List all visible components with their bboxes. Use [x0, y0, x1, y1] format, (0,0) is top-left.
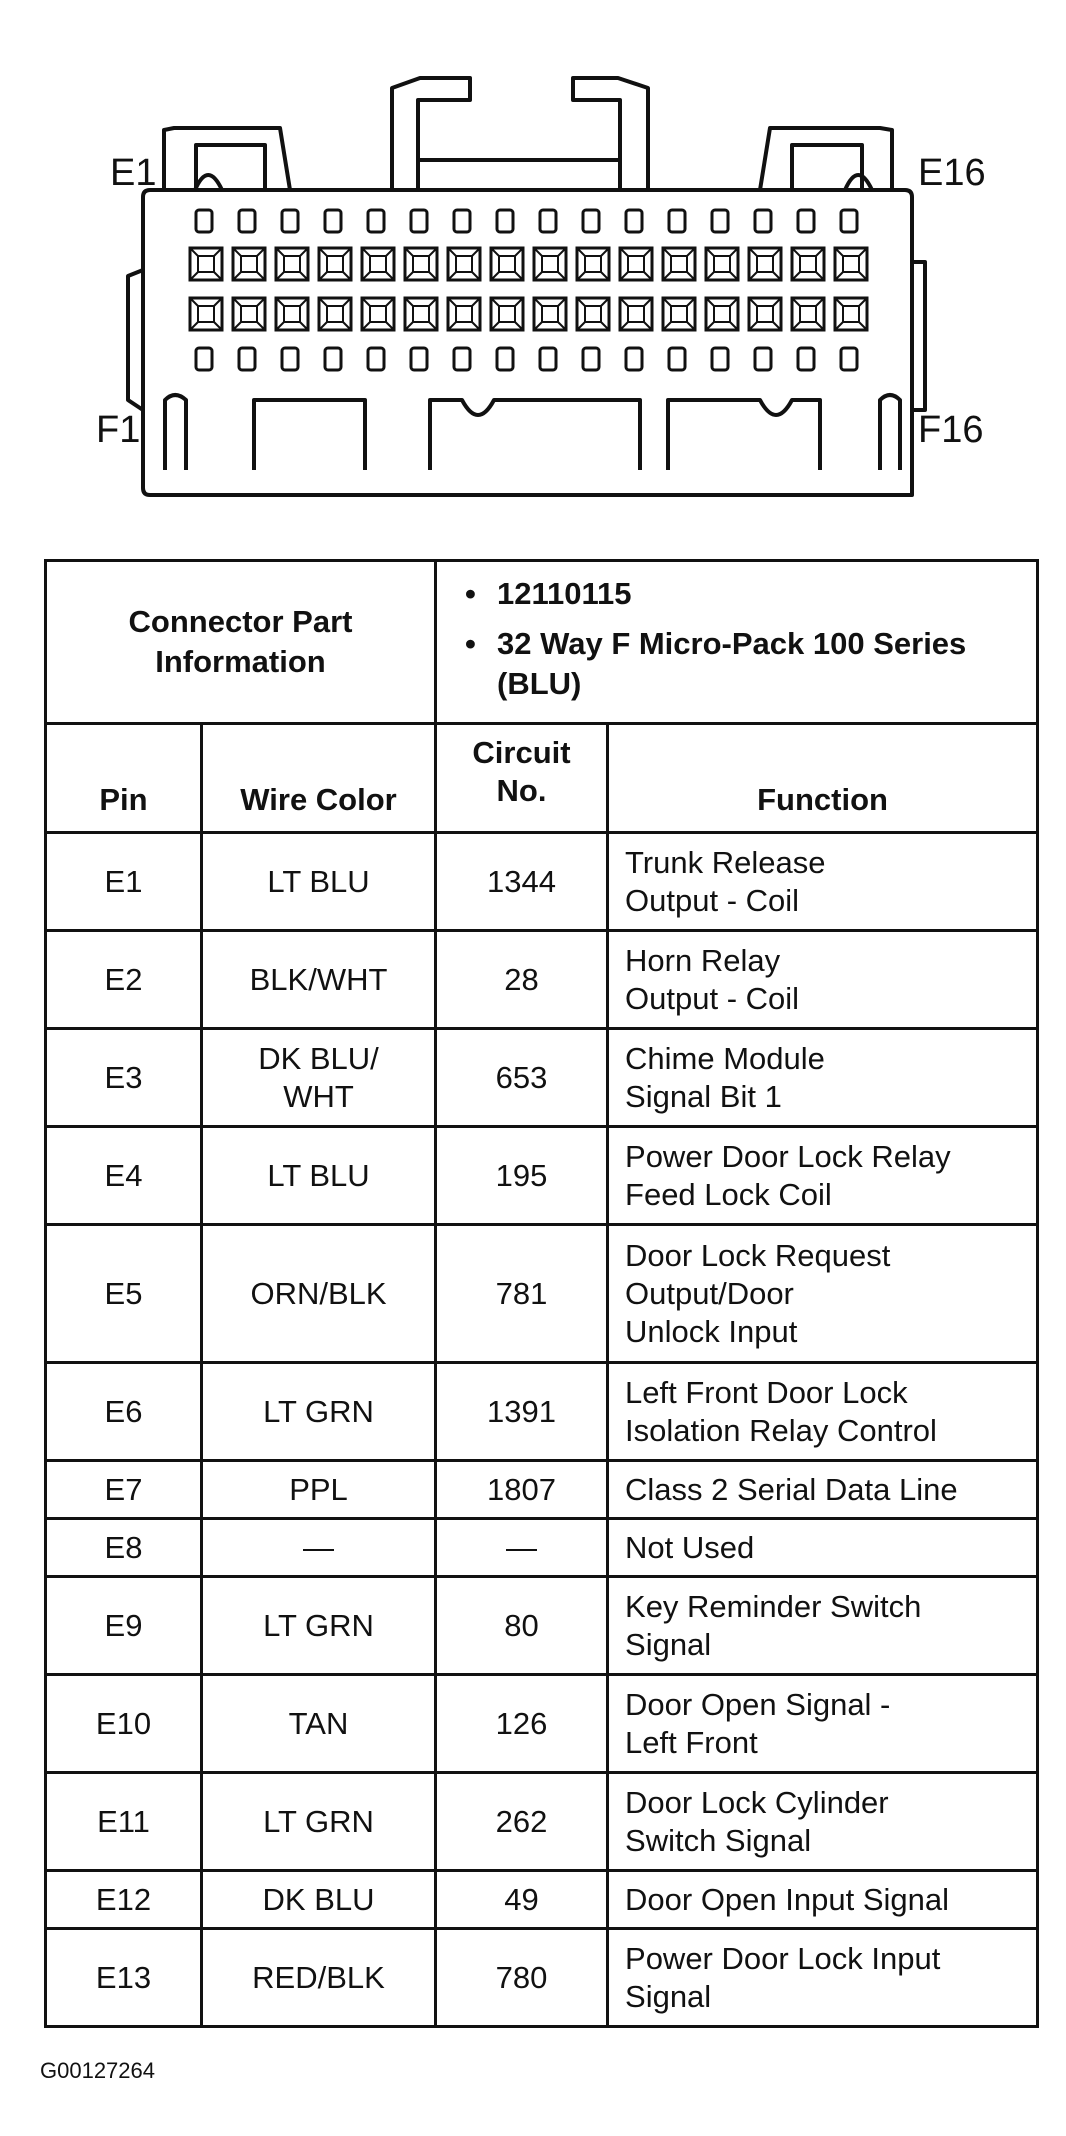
wire-color-cell: PPL [202, 1461, 436, 1519]
terminal-slot-top [669, 210, 685, 232]
function-line: Left Front Door Lock [625, 1374, 908, 1410]
function-line: Door Lock Cylinder [625, 1784, 889, 1820]
cavity-inner [671, 306, 687, 322]
cavity-chamfer [491, 298, 523, 330]
pin-cell: E10 [46, 1675, 202, 1773]
wire-color-cell: RED/BLK [202, 1929, 436, 2027]
table-row [46, 1929, 1038, 2027]
terminal-slot-bottom [669, 348, 685, 370]
connector-info-item: • 32 Way F Micro-Pack 100 Series (BLU) [465, 626, 967, 701]
pin-cell: E9 [46, 1577, 202, 1675]
cavity-chamfer [491, 248, 523, 280]
cavity-chamfer [448, 248, 480, 280]
wire-color-cell: DK BLU [202, 1871, 436, 1929]
part-number: 12110115 [497, 576, 632, 611]
connector-type: 32 Way F Micro-Pack 100 Series (BLU) [497, 626, 967, 701]
function-line: Key Reminder Switch [625, 1588, 922, 1624]
wire-color-cell: LT GRN [202, 1363, 436, 1461]
function-line: Output/Door [625, 1275, 794, 1311]
cavity-inner [585, 306, 601, 322]
function-cell [608, 931, 1038, 1029]
pin-label-e16: E16 [918, 152, 986, 194]
function-line: Output - Coil [625, 980, 800, 1016]
cavity-chamfer [620, 248, 652, 280]
function-line: Horn Relay [625, 942, 781, 978]
pin-cell: E4 [46, 1127, 202, 1225]
wire-color-cell: ORN/BLK [202, 1225, 436, 1363]
terminal-slot-bottom [196, 348, 212, 370]
pin-cell: E12 [46, 1871, 202, 1929]
cavity-chamfer [319, 248, 351, 280]
table-row [46, 1675, 1038, 1773]
pin-cell: E11 [46, 1773, 202, 1871]
connector-info-label [46, 561, 436, 724]
pinout-table [44, 559, 1039, 2028]
function-line: Door Open Signal - [625, 1686, 891, 1722]
cavity-inner [198, 306, 214, 322]
terminal-slot-bottom [583, 348, 599, 370]
function-line: Signal [625, 1626, 712, 1662]
function-cell [608, 1225, 1038, 1363]
figure-id: G00127264 [40, 2058, 155, 2083]
cavity-chamfer [749, 298, 781, 330]
cavity-inner [241, 256, 257, 272]
terminal-slot-top [196, 210, 212, 232]
function-line: Output - Coil [625, 882, 800, 918]
function-cell [608, 1871, 1038, 1929]
function-line: Door Open Input Signal [625, 1881, 950, 1917]
terminal-slot-bottom [712, 348, 728, 370]
terminal-slot-top [325, 210, 341, 232]
cavity-inner [327, 306, 343, 322]
circuit-cell: 28 [436, 931, 608, 1029]
terminal-slot-bottom [325, 348, 341, 370]
cavity-inner [284, 256, 300, 272]
connector-diagram [0, 0, 1066, 520]
cavity-inner [714, 256, 730, 272]
table-row [46, 1519, 1038, 1577]
circuit-cell: 262 [436, 1773, 608, 1871]
pin-cell: E3 [46, 1029, 202, 1127]
terminal-slot-top [583, 210, 599, 232]
circuit-cell: 195 [436, 1127, 608, 1225]
function-line: Left Front [625, 1724, 758, 1760]
cavity-chamfer [190, 248, 222, 280]
terminal-slot-top [454, 210, 470, 232]
table-row [46, 1029, 1038, 1127]
cavity-chamfer [233, 298, 265, 330]
function-cell [608, 1929, 1038, 2027]
cavity-inner [714, 306, 730, 322]
circuit-cell: 1807 [436, 1461, 608, 1519]
cavity-chamfer [233, 248, 265, 280]
pin-label-f16: F16 [918, 409, 984, 451]
pin-label-e1: E1 [110, 152, 157, 194]
cavity-chamfer [362, 298, 394, 330]
cavity-inner [757, 306, 773, 322]
terminal-slot-top [755, 210, 771, 232]
terminal-slot-bottom [239, 348, 255, 370]
function-line: Signal [625, 1978, 712, 2014]
pin-cell: E5 [46, 1225, 202, 1363]
cavity-chamfer [362, 248, 394, 280]
cavity-inner [284, 306, 300, 322]
cavity-inner [542, 306, 558, 322]
table-row [46, 1461, 1038, 1519]
table-row [46, 1363, 1038, 1461]
wire-color-cell: BLK/WHT [202, 931, 436, 1029]
cavity-chamfer [405, 248, 437, 280]
terminal-slot-bottom [841, 348, 857, 370]
pinout-rows [46, 833, 1038, 2027]
column-header-wire-color: Wire Color [202, 724, 436, 833]
circuit-cell: 653 [436, 1029, 608, 1127]
cavity-chamfer [620, 298, 652, 330]
circuit-cell: 1391 [436, 1363, 608, 1461]
wire-color-cell: LT BLU [202, 1127, 436, 1225]
table-row [46, 1225, 1038, 1363]
terminal-slot-bottom [282, 348, 298, 370]
cavity-chamfer [706, 248, 738, 280]
cavity-inner [370, 256, 386, 272]
cavity-inner [542, 256, 558, 272]
terminal-slot-top [626, 210, 642, 232]
cavity-chamfer [319, 298, 351, 330]
cavity-chamfer [405, 298, 437, 330]
terminal-slot-top [239, 210, 255, 232]
function-cell [608, 1675, 1038, 1773]
cavity-chamfer [749, 248, 781, 280]
cavity-inner [370, 306, 386, 322]
cavity-chamfer [448, 298, 480, 330]
terminal-slot-top [411, 210, 427, 232]
connector-info-label-text: Connector Part Information [128, 604, 353, 679]
terminal-slot-bottom [755, 348, 771, 370]
terminal-slot-bottom [497, 348, 513, 370]
circuit-cell: 1344 [436, 833, 608, 931]
terminal-slot-top [798, 210, 814, 232]
wire-color-cell: DK BLU/ WHT [202, 1029, 436, 1127]
cavity-inner [456, 256, 472, 272]
connector-info-row [46, 561, 1038, 724]
function-line: Signal Bit 1 [625, 1078, 782, 1114]
cavity-chamfer [534, 248, 566, 280]
cavity-inner [757, 256, 773, 272]
terminal-slot-top [540, 210, 556, 232]
cavity-chamfer [190, 298, 222, 330]
circuit-cell: 49 [436, 1871, 608, 1929]
table-row [46, 833, 1038, 931]
function-cell [608, 1029, 1038, 1127]
circuit-cell: 126 [436, 1675, 608, 1773]
column-header-pin: Pin [46, 724, 202, 833]
circuit-cell: 80 [436, 1577, 608, 1675]
pin-cell: E8 [46, 1519, 202, 1577]
function-line: Unlock Input [625, 1313, 798, 1349]
wire-color-cell: LT BLU [202, 833, 436, 931]
pin-cell: E7 [46, 1461, 202, 1519]
cavity-chamfer [276, 248, 308, 280]
connector-info-list [436, 561, 1038, 724]
terminal-slot-top [282, 210, 298, 232]
wire-color-cell: TAN [202, 1675, 436, 1773]
pin-cell: E1 [46, 833, 202, 931]
function-line: Switch Signal [625, 1822, 812, 1858]
function-line: Chime Module [625, 1040, 825, 1076]
cavity-chamfer [792, 298, 824, 330]
cavity-chamfer [577, 298, 609, 330]
terminal-slot-bottom [798, 348, 814, 370]
wire-color-cell: — [202, 1519, 436, 1577]
cavity-inner [198, 256, 214, 272]
cavity-inner [671, 256, 687, 272]
table-row [46, 1773, 1038, 1871]
cavity-inner [499, 256, 515, 272]
circuit-cell: 780 [436, 1929, 608, 2027]
function-cell [608, 1363, 1038, 1461]
pin-cell: E6 [46, 1363, 202, 1461]
wire-color-cell: LT GRN [202, 1577, 436, 1675]
function-cell [608, 1519, 1038, 1577]
connector-info-item: • 12110115 [465, 576, 632, 611]
table-row [46, 1127, 1038, 1225]
circuit-cell: — [436, 1519, 608, 1577]
cavity-inner [843, 306, 859, 322]
column-header-function: Function [608, 724, 1038, 833]
cavity-chamfer [835, 248, 867, 280]
function-line: Power Door Lock Relay [625, 1138, 951, 1174]
terminal-slot-top [712, 210, 728, 232]
cavity-chamfer [706, 298, 738, 330]
cavity-inner [800, 306, 816, 322]
function-line: Trunk Release [625, 844, 826, 880]
wire-color-cell: LT GRN [202, 1773, 436, 1871]
cavity-inner [327, 256, 343, 272]
cavity-inner [413, 306, 429, 322]
terminal-slot-bottom [411, 348, 427, 370]
column-header-circuit-no: Circuit No. [436, 724, 608, 833]
cavity-inner [843, 256, 859, 272]
cavity-chamfer [663, 298, 695, 330]
cavity-inner [413, 256, 429, 272]
function-line: Class 2 Serial Data Line [625, 1471, 958, 1507]
table-row [46, 931, 1038, 1029]
pin-cavities [190, 210, 867, 370]
cavity-inner [499, 306, 515, 322]
cavity-inner [241, 306, 257, 322]
pin-cell: E13 [46, 1929, 202, 2027]
function-cell [608, 1461, 1038, 1519]
function-cell [608, 1577, 1038, 1675]
cavity-chamfer [276, 298, 308, 330]
terminal-slot-bottom [626, 348, 642, 370]
circuit-cell: 781 [436, 1225, 608, 1363]
cavity-chamfer [577, 248, 609, 280]
function-line: Door Lock Request [625, 1237, 891, 1273]
function-cell [608, 1127, 1038, 1225]
cavity-inner [800, 256, 816, 272]
terminal-slot-top [497, 210, 513, 232]
function-cell [608, 833, 1038, 931]
cavity-chamfer [835, 298, 867, 330]
cavity-chamfer [534, 298, 566, 330]
function-line: Isolation Relay Control [625, 1412, 937, 1448]
terminal-slot-bottom [368, 348, 384, 370]
function-line: Feed Lock Coil [625, 1176, 832, 1212]
terminal-slot-bottom [540, 348, 556, 370]
table-row [46, 1577, 1038, 1675]
function-line: Not Used [625, 1529, 755, 1565]
function-line: Power Door Lock Input [625, 1940, 941, 1976]
pin-labels [96, 152, 986, 451]
terminal-slot-top [841, 210, 857, 232]
cavity-inner [585, 256, 601, 272]
cavity-chamfer [663, 248, 695, 280]
terminal-slot-bottom [454, 348, 470, 370]
cavity-inner [456, 306, 472, 322]
pin-label-f1: F1 [96, 409, 141, 451]
function-cell [608, 1773, 1038, 1871]
cavity-inner [628, 256, 644, 272]
terminal-slot-top [368, 210, 384, 232]
cavity-inner [628, 306, 644, 322]
pin-cell: E2 [46, 931, 202, 1029]
header-row [46, 724, 1038, 833]
cavity-chamfer [792, 248, 824, 280]
table-row [46, 1871, 1038, 1929]
